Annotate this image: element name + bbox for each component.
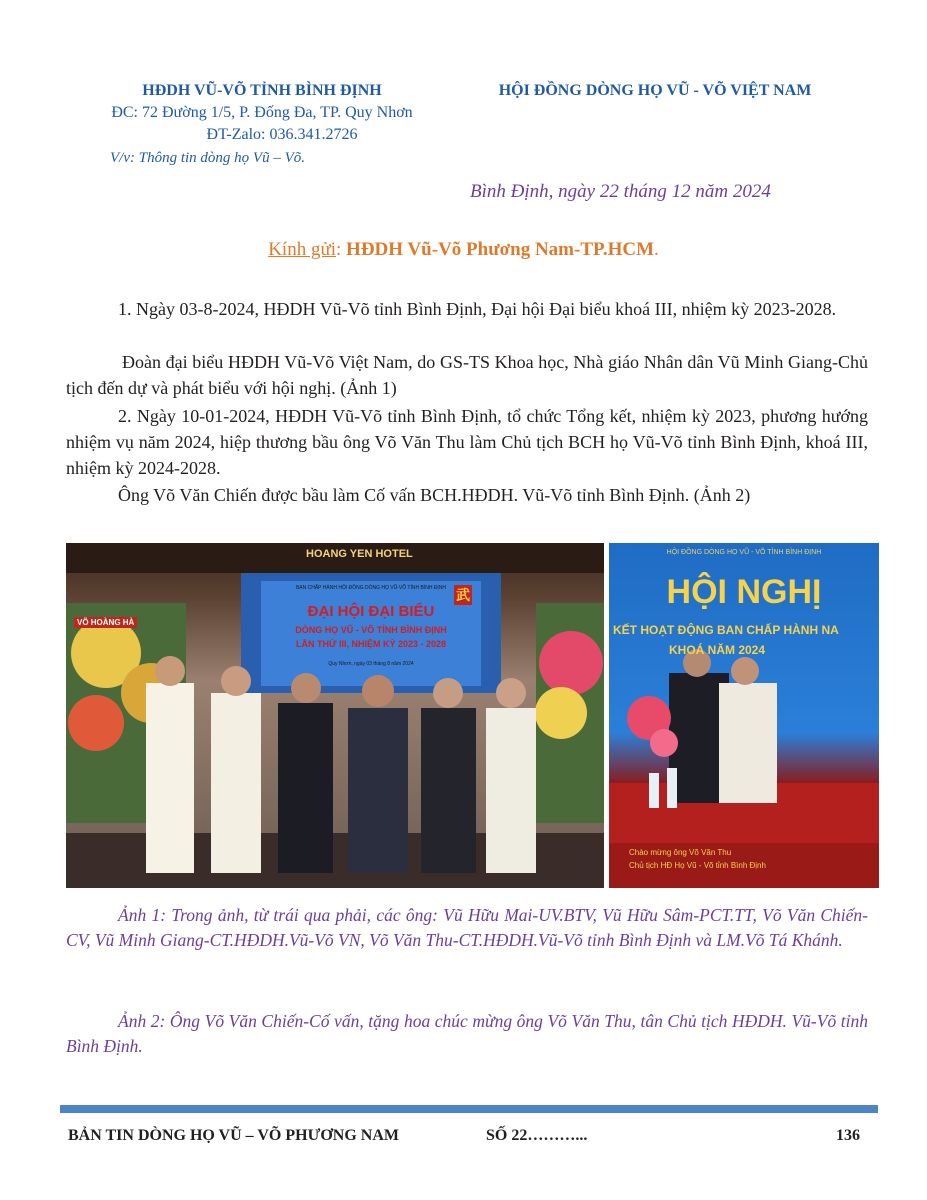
sender-address: ĐC: 72 Đường 1/5, P. Đống Đa, TP. Quy Nhơn [111,104,413,121]
footer-page-number: 136 [836,1127,860,1144]
banner-date: Quy Nhơn, ngày 03 tháng 8 năm 2024 [328,661,414,667]
banner-emblem: 武 [454,585,472,605]
header-right [440,80,870,102]
caption-photo-1: Ảnh 1: Trong ảnh, từ trái qua phải, các ông: Vũ Hữu Mai-UV.BTV, Vũ Hữu Sâm-PCT.TT, Võ Văn Chiến-CV, Vũ Minh Giang-CT.HĐDH.Vũ-Võ VN, Võ Văn Thu-CT.HĐDH.Vũ-Võ tỉnh Bình Định và LM.Võ Tá Khánh. [66,905,868,950]
paragraph-2: Đoàn đại biểu HĐDH Vũ-Võ Việt Nam, do GS-TS Khoa học, Nhà giáo Nhân dân Vũ Minh Giang-Chủ tịch đến dự và phát biểu với hội nghị. (Ảnh 1) [66,352,868,398]
header-left [72,80,452,146]
banner-term: LẦN THỨ III, NHIỆM KỲ 2023 - 2028 [295,639,446,649]
flower-sign: VÕ HOÀNG HÀ [74,617,137,628]
banner-title: ĐẠI HỘI ĐẠI BIỂU [307,603,435,620]
photo2-title: HỘI NGHỊ [666,573,822,611]
photo2-table-line1: Chào mừng ông Võ Văn Thu [629,848,732,857]
paragraph-4: Ông Võ Văn Chiến được bầu làm Cố vấn BCH.HĐDH. Vũ-Võ tỉnh Bình Định. (Ảnh 2) [118,485,751,505]
paragraph-3: 2. Ngày 10-01-2024, HĐDH Vũ-Võ tỉnh Bình Định, tổ chức Tổng kết, nhiệm kỳ 2023, phương hướng nhiệm vụ năm 2024, hiệp thương bầu ông Võ Văn Thu làm Chủ tịch BCH họ Vũ-Võ tỉnh Bình Định, khoá III, nhiệm kỳ 2024-2028. [66,406,868,478]
photo2-table-line2: Chủ tịch HĐ Họ Vũ - Võ tỉnh Bình Định [629,861,766,870]
sender-org-name: HĐDH VŨ-VÕ TỈNH BÌNH ĐỊNH [142,82,382,99]
document-date: Bình Định, ngày 22 tháng 12 năm 2024 [470,181,771,202]
footer-issue: SỐ 22………... [486,1127,588,1144]
hotel-sign: HOANG YEN HOTEL [306,548,413,560]
subject-line: V/v: Thông tin dòng họ Vũ – Võ. [110,150,305,166]
photo2-line2: KẾT HOẠT ĐỘNG BAN CHẤP HÀNH NA [613,623,839,637]
recipient-colon: : [336,239,347,260]
footer-publication: BẢN TIN DÒNG HỌ VŨ – VÕ PHƯƠNG NAM [68,1127,399,1144]
paragraph-1: 1. Ngày 03-8-2024, HĐDH Vũ-Võ tỉnh Bình Định, Đại hội Đại biểu khoá III, nhiệm kỳ 2023-2028. [118,299,837,319]
banner-subtitle: DÒNG HỌ VŨ - VÕ TỈNH BÌNH ĐỊNH [295,625,447,635]
recipient-end: . [654,239,659,260]
sender-phone: ĐT-Zalo: 036.341.2726 [206,126,358,143]
photo2-top-line: HỘI ĐỒNG DÒNG HỌ VŨ - VÕ TỈNH BÌNH ĐỊNH [666,549,822,556]
photo-1 [66,543,604,888]
footer-divider [60,1105,878,1113]
photo-2 [609,543,879,888]
banner-org: BAN CHẤP HÀNH HỘI ĐỒNG DÒNG HỌ VŨ-VÕ TỈNH BÌNH ĐỊNH [295,585,447,591]
recipient-line [0,239,927,261]
recipient-label: Kính gửi [268,239,337,260]
photo2-line3: KHOÁ NĂM 2024 [669,643,766,657]
caption-photo-2: Ảnh 2: Ông Võ Văn Chiến-Cố vấn, tặng hoa chúc mừng ông Võ Văn Thu, tân Chủ tịch HĐDH. Vũ-Võ tỉnh Bình Định. [66,1011,868,1056]
recipient-name: HĐDH Vũ-Võ Phương Nam-TP.HCM [346,239,655,260]
council-name: HỘI ĐỒNG DÒNG HỌ VŨ - VÕ VIỆT NAM [498,82,812,99]
